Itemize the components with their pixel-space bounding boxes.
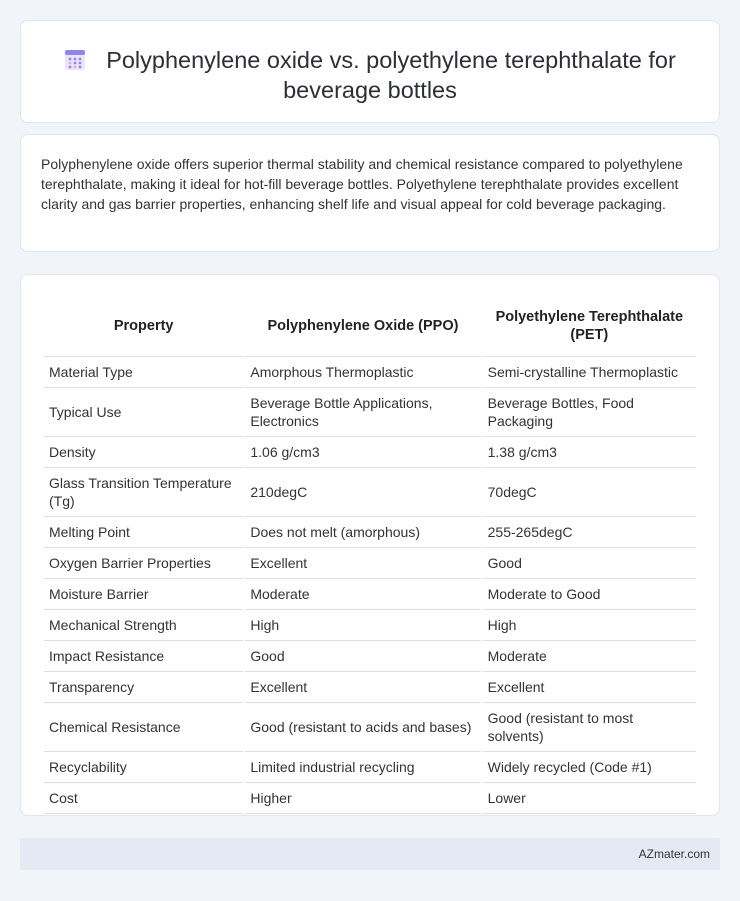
summary-text: Polyphenylene oxide offers superior thermal stability and chemical resistance compared to polyethylene terephthalate, making it ideal for hot-fill beverage bottles. Polyethylene terephthalate provides excellent clarity and gas barrier properties, enhancing shelf life and visual appeal for cold beverage packaging. <box>41 156 683 212</box>
pet-cell: High <box>483 610 696 641</box>
pet-cell: 1.38 g/cm3 <box>483 437 696 468</box>
pet-cell: Moderate <box>483 641 696 672</box>
column-header-property: Property <box>44 295 243 357</box>
column-header-ppo: Polyphenylene Oxide (PPO) <box>245 295 480 357</box>
ppo-cell: Good <box>245 641 480 672</box>
calendar-grid-icon <box>64 49 86 71</box>
table-row <box>44 610 696 641</box>
pet-cell: Good <box>483 548 696 579</box>
pet-cell: 255-265degC <box>483 517 696 548</box>
table-row <box>44 357 696 388</box>
table-row <box>44 641 696 672</box>
pet-cell: Lower <box>483 783 696 814</box>
property-cell: Material Type <box>44 357 243 388</box>
page-title <box>64 47 676 103</box>
pet-cell: Widely recycled (Code #1) <box>483 752 696 783</box>
table-row <box>44 517 696 548</box>
property-cell: Mechanical Strength <box>44 610 243 641</box>
ppo-cell: Excellent <box>245 672 480 703</box>
page-title-text: Polyphenylene oxide vs. polyethylene terephthalate for beverage bottles <box>106 47 676 103</box>
table-row <box>44 579 696 610</box>
pet-cell: 70degC <box>483 468 696 517</box>
ppo-cell: Moderate <box>245 579 480 610</box>
footer-site-link[interactable]: AZmater.com <box>638 847 710 861</box>
pet-cell: Excellent <box>483 672 696 703</box>
property-cell: Recyclability <box>44 752 243 783</box>
property-cell: Glass Transition Temperature (Tg) <box>44 468 243 517</box>
comparison-table <box>42 295 698 814</box>
table-row <box>44 388 696 437</box>
property-cell: Transparency <box>44 672 243 703</box>
summary-card <box>20 134 720 252</box>
ppo-cell: Amorphous Thermoplastic <box>245 357 480 388</box>
footer-bar <box>20 838 720 870</box>
property-cell: Melting Point <box>44 517 243 548</box>
table-row <box>44 672 696 703</box>
property-cell: Chemical Resistance <box>44 703 243 752</box>
property-cell: Oxygen Barrier Properties <box>44 548 243 579</box>
ppo-cell: High <box>245 610 480 641</box>
ppo-cell: Excellent <box>245 548 480 579</box>
table-row <box>44 437 696 468</box>
ppo-cell: 1.06 g/cm3 <box>245 437 480 468</box>
ppo-cell: Higher <box>245 783 480 814</box>
table-row <box>44 783 696 814</box>
property-cell: Moisture Barrier <box>44 579 243 610</box>
ppo-cell: 210degC <box>245 468 480 517</box>
title-card <box>20 20 720 123</box>
ppo-cell: Limited industrial recycling <box>245 752 480 783</box>
table-header-row <box>44 295 696 357</box>
pet-cell: Moderate to Good <box>483 579 696 610</box>
title-wrap <box>21 45 719 105</box>
table-row <box>44 548 696 579</box>
property-cell: Typical Use <box>44 388 243 437</box>
property-cell: Cost <box>44 783 243 814</box>
property-cell: Density <box>44 437 243 468</box>
table-row <box>44 752 696 783</box>
pet-cell: Semi-crystalline Thermoplastic <box>483 357 696 388</box>
ppo-cell: Good (resistant to acids and bases) <box>245 703 480 752</box>
comparison-table-card <box>20 274 720 816</box>
column-header-pet: Polyethylene Terephthalate (PET) <box>483 295 696 357</box>
table-row <box>44 468 696 517</box>
property-cell: Impact Resistance <box>44 641 243 672</box>
ppo-cell: Beverage Bottle Applications, Electronics <box>245 388 480 437</box>
ppo-cell: Does not melt (amorphous) <box>245 517 480 548</box>
table-row <box>44 703 696 752</box>
pet-cell: Good (resistant to most solvents) <box>483 703 696 752</box>
pet-cell: Beverage Bottles, Food Packaging <box>483 388 696 437</box>
